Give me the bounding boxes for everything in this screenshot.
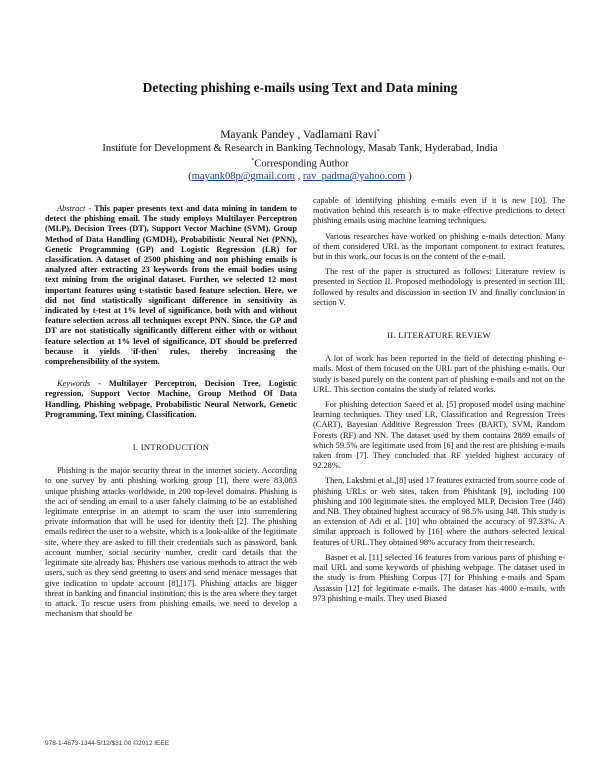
author-block [0, 126, 600, 183]
keywords: Keywords - Multilayer Perceptron, Decision Tree, Logistic regression, Support Vector Machine, Group Method Of Data Handling, Phishing webpage, Probabilistic Neural Network, Genetic Programming, Text mining, Classification. [45, 379, 297, 419]
email-link-1[interactable]: mayank08p@gmail.com [191, 171, 296, 183]
author-emails: (mayank08p@gmail.com , rav_padma@yahoo.com ) [188, 171, 412, 183]
right-paragraph-3: The rest of the paper is structured as follows: Literature review is presented in Section II. Proposed methodology is presented in section III, followed by results and discussion in section IV and finally conclusion in section V. [313, 267, 565, 307]
right-column [313, 196, 565, 604]
author-names: Mayank Pandey , Vadlamani Ravi* [220, 128, 380, 141]
intro-paragraph: Phishing is the major security threat in the internet society. According to one survey by anti phishing working group [1], there were 83,083 unique phishing attacks worldwide, in 200 top-level domains. Phishing is the act of sending an email to a user falsely claiming to be an established legitimate enterprise in an attempt to scam the user into surrendering private information that will be used for identity theft [2]. The phishing emails redirect the user to a website, which is a look-alike of the legitimate site, where they are asked to fill their credentials such as password, bank account number, social security number, credit card details that the legitimate site already has. Phishers use various methods to attract the web users, such as they send greeting to users and send menace messages that give indication to update account [8],[17]. Phishing attacks are bigger threat in banking and financial institution; this is the area where they target to attack. To rescue users from phishing emails, we need to develop a mechanism that should be [45, 466, 297, 619]
author-affiliation: Institute for Development & Research in Banking Technology, Masab Tank, Hyderabad, India [102, 142, 498, 154]
section-heading-literature-review: II. LITERATURE REVIEW [387, 330, 491, 341]
paper-title: Detecting phishing e-mails using Text and Data mining [142, 80, 458, 95]
corresponding-author: *Corresponding Author [251, 157, 349, 170]
section-heading-introduction: I. INTRODUCTION [132, 442, 210, 453]
right-paragraph-2: Various researches have worked on phishing e-mails detection. Many of them considered URL as the important component to extract features, but in this work, our focus is on the content of the e-mail. [313, 231, 565, 262]
left-column [45, 204, 297, 619]
abstract: Abstract - This paper presents text and data mining in tandem to detect the phishing email. The study employs Multilayer Perceptron (MLP), Decision Trees (DT), Support Vector Machine (SVM), Group Method of Data Handling (GMDH), Probabilistic Neural Net (PNN), Genetic Programming (GP) and Logistic Regression (LR) for classification. A dataset of 2500 phishing and non phishing emails is analyzed after extracting 23 keywords from the email bodies using text mining from the original dataset. Further, we selected 12 most important features using t-statistic based feature selection. Here, we did not find statistically significant difference in sensitivity as indicated by t-test at 1% level of significance, both with and without feature selection across all techniques except PNN. Since, the GP and DT are not statistically significantly different either with or without feature selection at 1% level of significance, DT should be preferred because it yields 'if-then' rules, thereby increasing the comprehensibility of the system. [45, 204, 297, 367]
lit-paragraph-4: Basnet et al. [11] selected 16 features from various parts of phishing e-mail URL and some keywords of phishing webpage. The dataset used in the study is from Phishing Corpus [7] for Phishing e-mails and Spam Assassin [12] for legitimate e-mails. The dataset has 4000 e-mails, with 973 phishing e-mails. They used Biased [313, 552, 565, 603]
email-link-2[interactable]: rav_padma@yahoo.com [302, 171, 406, 183]
lit-paragraph-1: A lot of work has been reported in the field of detecting phishing e-mails. Most of them focused on the URL part of the phishing e-mails. Our study is based purely on the content part of phishing e-mails and not on the URL. This section contains the study of related works. [313, 354, 565, 394]
lit-paragraph-2: For phishing detection Saeed et al. [5] proposed model using machine learning techniques. They used LR, Classification and Regression Trees (CART), Bayesian Additive Regression Trees (BART), SVM, Random Forests (RF) and NN. The dataset used by them contains 2889 emails of which 59.5% are legitimate used from [6] and the rest are phishing e-mails taken from [7]. They concluded that RF yielded highest accuracy of 92.28%. [313, 400, 565, 471]
right-paragraph-1: capable of identifying phishing e-mails even if it is new [10]. The motivation behind this research is to make effective predictions to detect phishing emails using machine learning techniques. [313, 196, 565, 226]
copyright-footer: 978-1-4673-1344-5/12/$31.00 ©2012 IEEE [45, 740, 170, 747]
lit-paragraph-3: Then, Lakshmi et al.,[8] used 17 features extracted from source code of phishing URLs or web sites, taken from Phishtank [9], including 100 phishing and 100 legitimate sites. the employed MLP, Decision Tree (J48) and NB. They obtained highest accuracy of 98.5% using J48. This study is an extension of Adi et al. [10] who obtained the accuracy of 97.33%. A similar approach is followed by [16] where the authors selected lexical features of URL.They obtained 98% accuracy from their research. [313, 476, 565, 547]
